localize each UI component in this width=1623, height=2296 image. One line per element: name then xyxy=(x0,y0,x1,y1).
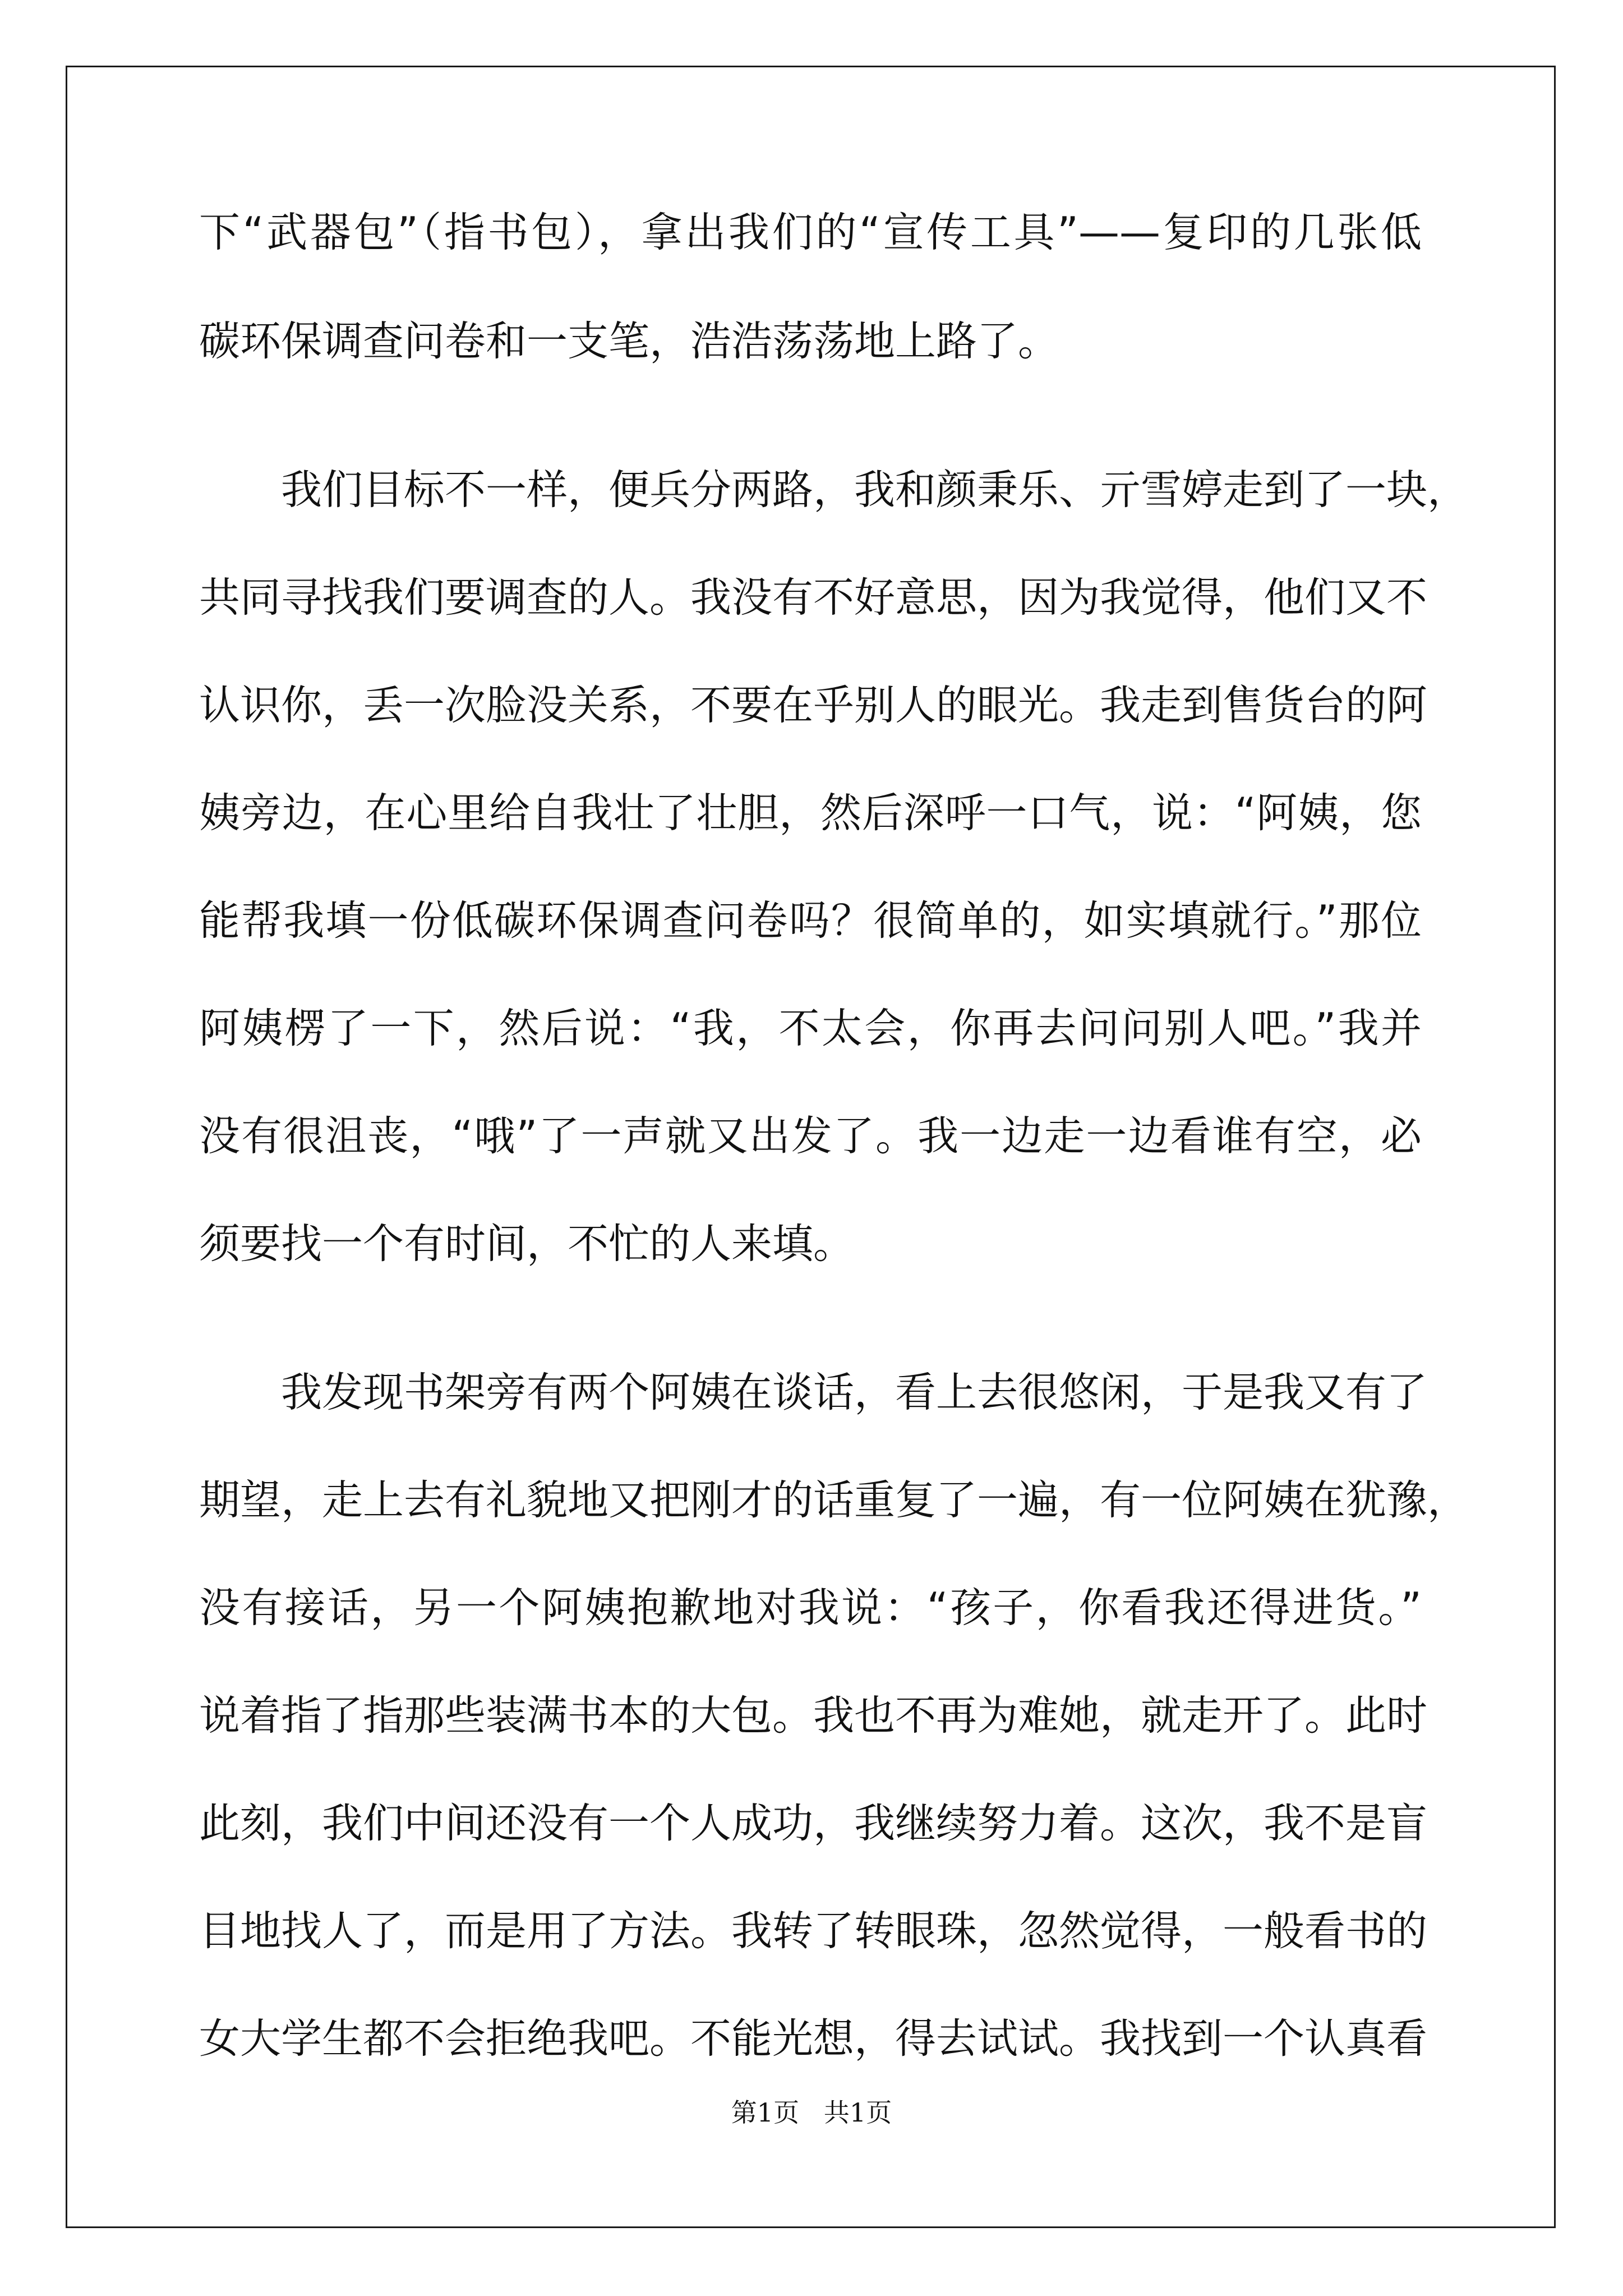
paragraph-line: 说着指了指那些装满书本的大包。我也不再为难她，就走开了。此时 xyxy=(199,1692,1427,1740)
paragraph-line: 没有接话，另一个阿姨抱歉地对我说：“孩子，你看我还得进货。” xyxy=(199,1584,1422,1632)
paragraph-first-line: 我发现书架旁有两个阿姨在谈话，看上去很悠闲，于是我又有了 xyxy=(281,1369,1427,1416)
paragraph-line: 没有很沮丧，“哦”了一声就又出发了。我一边走一边看谁有空，必 xyxy=(199,1112,1422,1160)
paragraph-line: 共同寻找我们要调查的人。我没有不好意思，因为我觉得，他们又不 xyxy=(199,574,1427,622)
paragraph-line: 下“武器包”（指书包），拿出我们的“宣传工具”——复印的几张低 xyxy=(199,209,1422,256)
paragraph-line: 此刻，我们中间还没有一个人成功，我继续努力着。这次，我不是盲 xyxy=(199,1800,1427,1847)
paragraph-line: 目地找人了，而是用了方法。我转了转眼珠，忽然觉得，一般看书的 xyxy=(199,1907,1427,1955)
page-footer: 第1页 共1页 xyxy=(731,2097,892,2128)
document-body xyxy=(199,209,1468,2063)
paragraph-line: 碳环保调查问卷和一支笔，浩浩荡荡地上路了。 xyxy=(199,318,1059,365)
paragraph-line: 认识你，丢一次脸没关系，不要在乎别人的眼光。我走到售货台的阿 xyxy=(199,682,1427,729)
paragraph-first-line: 我们目标不一样，便兵分两路，我和颜秉乐、亓雪婷走到了一块， xyxy=(281,466,1468,514)
paragraph-line: 须要找一个有时间，不忙的人来填。 xyxy=(199,1220,854,1268)
paragraph-line: 阿姨楞了一下，然后说：“我，不太会，你再去问问别人吧。”我并 xyxy=(199,1005,1422,1052)
paragraph-line: 期望，走上去有礼貌地又把刚才的话重复了一遍，有一位阿姨在犹豫， xyxy=(199,1476,1468,1524)
paragraph-line: 能帮我填一份低碳环保调查问卷吗？很简单的，如实填就行。”那位 xyxy=(199,897,1422,945)
paragraph-line: 姨旁边，在心里给自我壮了壮胆，然后深呼一口气，说：“阿姨，您 xyxy=(199,789,1422,837)
paragraph-line: 女大学生都不会拒绝我吧。不能光想，得去试试。我找到一个认真看 xyxy=(199,2015,1427,2063)
